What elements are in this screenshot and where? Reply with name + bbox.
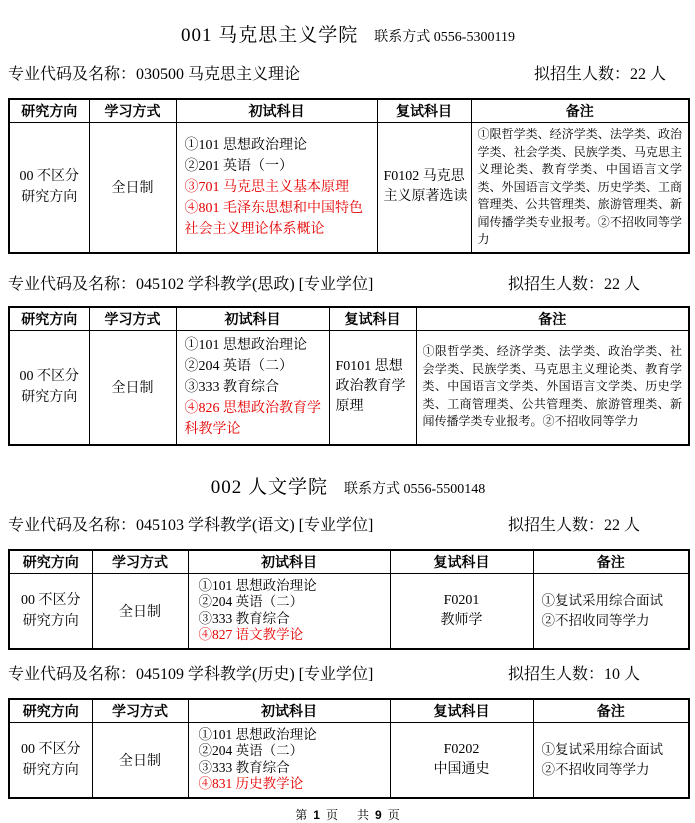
program-045109-code-name: 专业代码及名称：045109 学科教学(历史) [专业学位] [8,665,374,683]
col-header-remarks: 备注 [533,550,689,574]
retest-subjects-cell: F0201 教师学 [390,573,533,649]
col-header-direction: 研究方向 [9,307,89,331]
subject-line: ②201 英语（一） [184,158,293,174]
program-045102-code-name: 专业代码及名称：045102 学科教学(思政) [专业学位] [8,275,374,293]
col-header-direction: 研究方向 [9,699,92,723]
remark-line: ②不招收同等学力 [541,612,650,628]
col-header-study-mode: 学习方式 [89,307,176,331]
remark-line: ①复试采用综合面试 [541,741,663,757]
col-header-remarks: 备注 [533,699,689,723]
table-header-row [9,550,689,574]
program-045102-table [8,306,690,446]
study-mode-cell: 全日制 [89,123,176,253]
subject-line-highlighted: ④827 语文教学论 [198,627,304,642]
program-030500-enrollment: 拟招生人数：22 人 [533,66,666,83]
remarks-cell [533,573,689,649]
program-045102-enrollment: 拟招生人数：22 人 [507,275,640,293]
col-header-study-mode: 学习方式 [92,550,188,574]
remarks-cell [533,722,689,798]
table-row [9,573,689,649]
col-header-direction: 研究方向 [9,99,89,123]
college-001-contact: 联系方式 0556-5300119 [374,30,515,45]
subject-line-highlighted: ④801 毛泽东思想和中国特色社会主义理论体系概论 [184,200,363,237]
col-header-remarks: 备注 [416,307,689,331]
program-030500-table [8,98,690,254]
col-header-initial-subjects: 初试科目 [188,550,390,574]
program-045109-enrollment: 拟招生人数：10 人 [507,665,640,683]
subject-line: ①101 思想政治理论 [184,337,307,353]
direction-cell: 00 不区分 研究方向 [9,573,92,649]
col-header-initial-subjects: 初试科目 [176,307,329,331]
total-page-number: 9 [375,807,383,822]
page-footer: 第 1 页 共 9 页 [295,807,401,822]
col-header-retest-subjects: 复试科目 [390,550,533,574]
program-030500-code-name: 专业代码及名称：030500 马克思主义理论 [8,66,301,83]
table-header-row [9,99,689,123]
initial-subjects-cell [176,123,377,253]
col-header-initial-subjects: 初试科目 [176,99,377,123]
program-045103-spec-line [8,515,688,537]
col-header-retest-subjects: 复试科目 [377,99,471,123]
table-row [9,330,689,445]
subject-line: ①101 思想政治理论 [184,137,307,153]
program-045109-spec-line [8,664,688,686]
college-002-name: 002 人文学院 [210,476,329,498]
direction-cell: 00 不区分 研究方向 [9,330,89,445]
col-header-direction: 研究方向 [9,550,92,574]
current-page-number: 1 [313,807,321,822]
direction-cell: 00 不区分 研究方向 [9,722,92,798]
study-mode-cell: 全日制 [92,722,188,798]
subject-line: ①101 思想政治理论 [198,577,317,593]
remark-line: ①复试采用综合面试 [541,592,663,608]
program-045103-code-name: 专业代码及名称：045103 学科教学(语文) [专业学位] [8,516,374,534]
college-001-title-line [8,20,688,47]
subject-line: ③333 教育综合 [198,759,290,775]
subject-line-highlighted: ③701 马克思主义基本原理 [184,179,349,195]
col-header-retest-subjects: 复试科目 [390,699,533,723]
table-header-row [9,307,689,331]
subject-line-highlighted: ④826 思想政治教育学科教学论 [184,400,321,437]
subject-line: ③333 教育综合 [184,379,279,395]
study-mode-cell: 全日制 [92,573,188,649]
table-row [9,722,689,798]
col-header-retest-subjects: 复试科目 [329,307,416,331]
remarks-cell: ①限哲学类、经济学类、法学类、政治学类、社会学类、民族学类、马克思主义理论类、教育学类、中国语言文学类、外国语言文学类、历史学类、工商管理类、公共管理类、旅游管理类、新闻传播学类专业报考。②不招收同等学力 [416,330,689,445]
program-045102-spec-line [8,274,688,296]
retest-subjects-cell: F0102 马克思主义原著选读 [377,123,471,253]
subject-line-highlighted: ④831 历史教学论 [198,776,304,791]
remark-line: ②不招收同等学力 [541,761,650,777]
table-header-row [9,699,689,723]
col-header-remarks: 备注 [471,99,689,123]
program-045103-table [8,549,690,650]
subject-line: ①101 思想政治理论 [198,726,317,742]
college-002-contact: 联系方式 0556-5500148 [344,481,486,497]
direction-cell: 00 不区分 研究方向 [9,123,89,253]
initial-subjects-cell [188,573,390,649]
remarks-cell: ①限哲学类、经济学类、法学类、政治学类、社会学类、民族学类、马克思主义理论类、教育学类、中国语言文学类、外国语言文学类、历史学类、工商管理类、公共管理类、旅游管理类、新闻传播学类专业报考。②不招收同等学力 [471,123,689,253]
study-mode-cell: 全日制 [89,330,176,445]
subject-line: ②204 英语（二） [198,594,304,609]
initial-subjects-cell [176,330,329,445]
program-045103-enrollment: 拟招生人数：22 人 [507,516,640,534]
subject-line: ③333 教育综合 [198,610,290,626]
retest-subjects-cell: F0101 思想政治教育学原理 [329,330,416,445]
col-header-initial-subjects: 初试科目 [188,699,390,723]
col-header-study-mode: 学习方式 [89,99,176,123]
program-030500-spec-line [8,64,688,86]
college-001-name: 001 马克思主义学院 [181,25,359,46]
college-002-title-line [8,472,688,499]
initial-subjects-cell [188,722,390,798]
program-045109-table [8,698,690,799]
subject-line: ②204 英语（二） [198,743,304,758]
col-header-study-mode: 学习方式 [92,699,188,723]
subject-line: ②204 英语（二） [184,358,293,374]
retest-subjects-cell: F0202 中国通史 [390,722,533,798]
table-row [9,123,689,253]
